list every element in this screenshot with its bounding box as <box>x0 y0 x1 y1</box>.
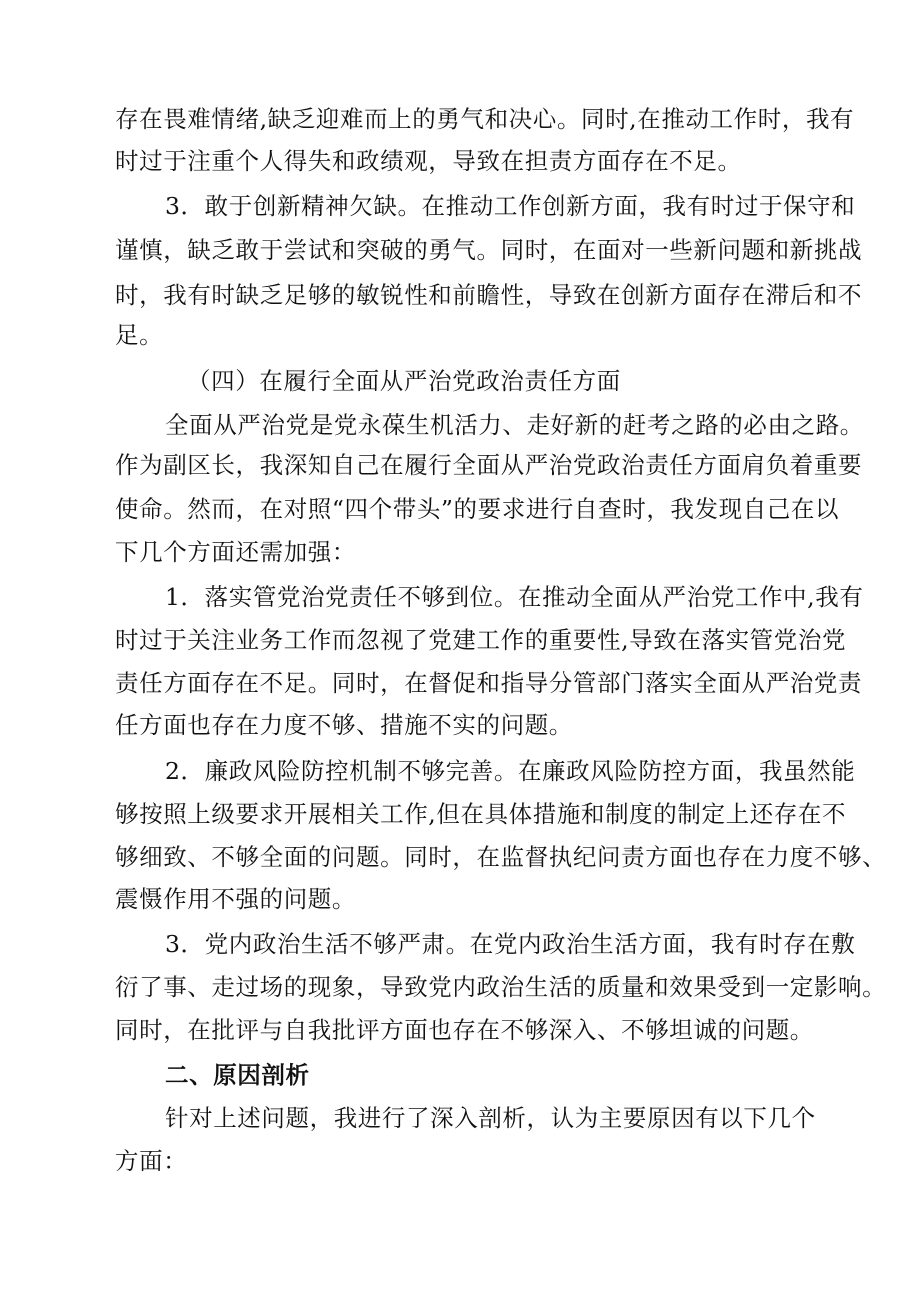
body-text-line: 时过于注重个人得失和政绩观，导致在担责方面存在不足。 <box>115 147 742 175</box>
body-text-line: 谨慎，缺乏敢于尝试和突破的勇气。同时，在面对一些新问题和新挑战 <box>115 236 863 264</box>
body-text-line: 衍了事、走过场的现象，导致党内政治生活的质量和效果受到一定影响。 <box>115 973 887 1001</box>
body-text-line: 够细致、不够全面的问题。同时，在监督执纪问责方面也存在力度不够、 <box>115 843 887 871</box>
list-item-text: 2．廉政风险防控机制不够完善。在廉政风险防控方面，我虽然能 <box>165 757 856 785</box>
list-item-text: 3．敢于创新精神欠缺。在推动工作创新方面，我有时过于保守和 <box>165 192 856 220</box>
body-text-line: 任方面也存在力度不够、措施不实的问题。 <box>115 711 573 739</box>
list-item-text: 3．党内政治生活不够严肃。在党内政治生活方面，我有时存在敷 <box>165 930 856 958</box>
body-text-line: 方面： <box>115 1147 188 1175</box>
body-text-line: 存在畏难情绪,缺乏迎难而上的勇气和决心。同时,在推动工作时，我有 <box>115 105 855 133</box>
body-text-line: 震慑作用不强的问题。 <box>115 885 356 913</box>
body-text-line: 使命。然而，在对照“四个带头”的要求进行自查时，我发现自己在以 <box>115 495 840 523</box>
body-text-line: 下几个方面还需加强： <box>115 538 356 566</box>
section-heading: 二、原因剖析 <box>165 1061 310 1089</box>
list-item-text: 1．落实管党治党责任不够到位。在推动全面从严治党工作中,我有 <box>165 583 864 611</box>
paragraph-text: 针对上述问题，我进行了深入剖析，认为主要原因有以下几个 <box>165 1104 816 1132</box>
section-heading: （四）在履行全面从严治党政治责任方面 <box>187 367 621 395</box>
body-text-line: 够按照上级要求开展相关工作,但在具体措施和制度的制定上还存在不 <box>115 800 847 828</box>
paragraph-text: 全面从严治党是党永葆生机活力、走好新的赶考之路的必由之路。 <box>165 411 864 439</box>
body-text-line: 责任方面存在不足。同时，在督促和指导分管部门落实全面从严治党责 <box>115 669 863 697</box>
body-text-line: 时过于关注业务工作而忽视了党建工作的重要性,导致在落实管党治党 <box>115 626 847 654</box>
body-text-line: 作为副区长，我深知自己在履行全面从严治党政治责任方面肩负着重要 <box>115 451 863 479</box>
body-text-line: 足。 <box>115 321 164 349</box>
body-text-line: 同时，在批评与自我批评方面也存在不够深入、不够坦诚的问题。 <box>115 1016 814 1044</box>
body-text-line: 时，我有时缺乏足够的敏锐性和前瞻性，导致在创新方面存在滞后和不 <box>115 281 863 309</box>
